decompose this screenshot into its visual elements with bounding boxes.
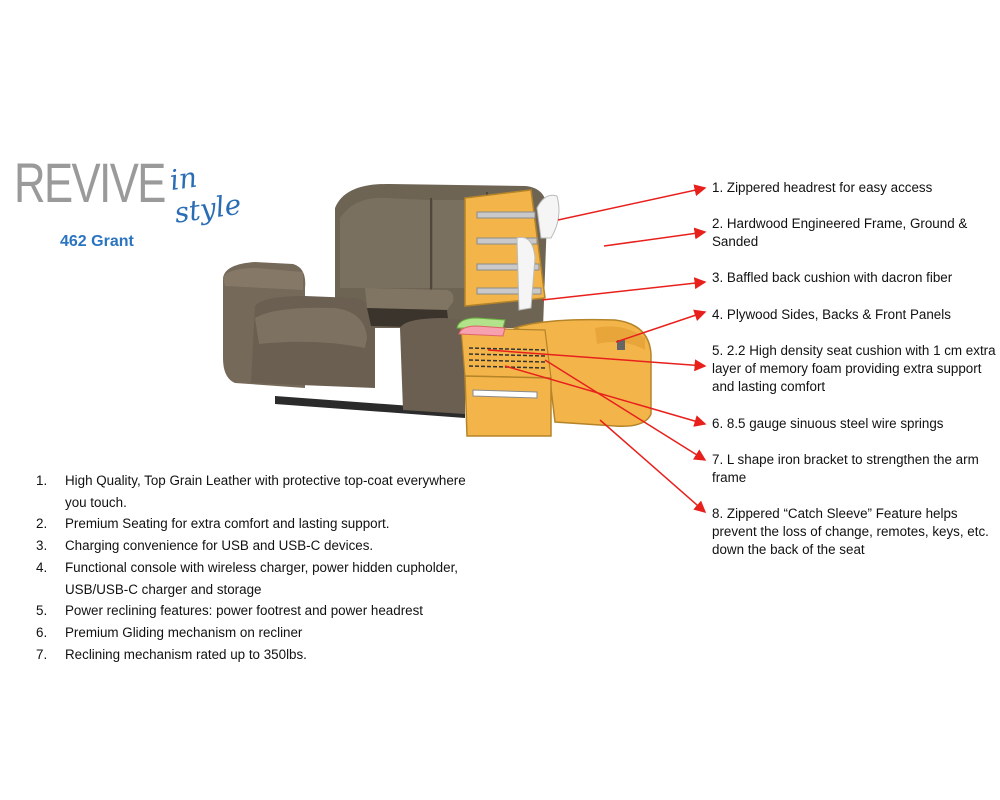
model-name: 462 Grant (60, 233, 134, 250)
feature-number: 6. (36, 624, 48, 640)
feature-text: High Quality, Top Grain Leather with protective top-coat everywhere you touch. (65, 473, 466, 510)
feature-item (36, 622, 466, 644)
feature-number: 5. (36, 603, 48, 619)
feature-text: Reclining mechanism rated up to 350lbs. (65, 646, 307, 662)
feature-text: Functional console with wireless charger, power hidden cupholder, USB/USB-C charger and storage (65, 559, 459, 597)
callout-8: 8. Zippered “Catch Sleeve” Feature helps prevent the loss of change, remotes, keys, etc. down the back of the seat (712, 506, 989, 557)
brand-logo (14, 151, 244, 230)
feature-number: 2. (36, 516, 48, 532)
callout-7: 7. L shape iron bracket to strengthen the arm frame (712, 452, 979, 485)
feature-list (36, 470, 466, 665)
brand-tagline: in style (167, 160, 244, 230)
feature-text: Charging convenience for USB and USB-C devices. (65, 538, 374, 554)
feature-item (36, 600, 466, 622)
feature-text: Premium Seating for extra comfort and lasting support. (65, 516, 390, 532)
callout-2: 2. Hardwood Engineered Frame, Ground & Sanded (712, 216, 968, 249)
feature-item (36, 535, 466, 557)
feature-text: Premium Gliding mechanism on recliner (65, 624, 303, 640)
callout-1: 1. Zippered headrest for easy access (712, 180, 933, 195)
feature-number: 3. (36, 538, 48, 554)
callout-4: 4. Plywood Sides, Backs & Front Panels (712, 307, 951, 322)
feature-item (36, 513, 466, 535)
callout-6: 6. 8.5 gauge sinuous steel wire springs (712, 416, 944, 431)
callout-3: 3. Baffled back cushion with dacron fiber (712, 270, 953, 285)
feature-item (36, 557, 466, 600)
feature-number: 1. (36, 473, 48, 488)
feature-number: 4. (36, 559, 48, 575)
sofa-cutaway-illustration (215, 178, 675, 450)
feature-text: Power reclining features: power footrest and power headrest (65, 603, 424, 619)
feature-item (36, 470, 466, 513)
feature-item (36, 644, 466, 666)
feature-number: 7. (36, 646, 48, 662)
brand-name: REVIVE (14, 151, 165, 214)
callout-5: 5. 2.2 High density seat cushion with 1 cm extra layer of memory foam providing extra support and lasting comfort (712, 343, 996, 394)
